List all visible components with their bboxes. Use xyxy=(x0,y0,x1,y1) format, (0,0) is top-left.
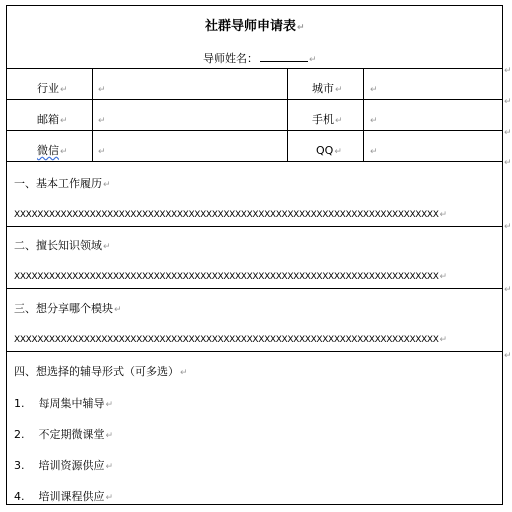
column-divider xyxy=(92,68,93,161)
tutor-name-blank[interactable] xyxy=(260,50,308,62)
industry-field[interactable]: ↵ xyxy=(98,85,106,95)
section-share-module-heading: 三、想分享哪个模块↵ xyxy=(14,302,122,315)
column-divider xyxy=(287,68,288,161)
row-end-mark: ↵ xyxy=(504,97,512,107)
row-end-mark: ↵ xyxy=(504,351,512,361)
row-divider xyxy=(7,99,502,100)
application-form xyxy=(6,5,503,505)
option-item[interactable]: 1. 每周集中辅导↵ xyxy=(14,397,114,410)
section-expertise-heading: 二、擅长知识领域↵ xyxy=(14,239,111,252)
email-field[interactable]: ↵ xyxy=(98,116,106,126)
label-city: 城市↵ xyxy=(312,82,343,95)
row-divider xyxy=(7,130,502,131)
tutor-name-line: 导师姓名： ↵ xyxy=(203,52,317,65)
label-phone: 手机↵ xyxy=(312,113,343,126)
row-divider xyxy=(7,288,502,289)
option-item[interactable]: 4. 培训课程供应↵ xyxy=(14,490,114,503)
row-end-mark: ↵ xyxy=(504,128,512,138)
section-tutoring-format-heading: 四、想选择的辅导形式（可多选）↵ xyxy=(14,365,188,378)
option-number: 2. xyxy=(14,428,25,441)
option-number: 4. xyxy=(14,490,25,503)
label-industry: 行业↵ xyxy=(37,82,68,95)
section-work-history-content[interactable]: XXXXXXXXXXXXXXXXXXXXXXXXXXXXXXXXXXXXXXXXXXXXXXXXXXXXXXXXXXXXXXXXXXXXXXXXX↵ xyxy=(14,210,447,220)
option-item[interactable]: 3. 培训资源供应↵ xyxy=(14,459,114,472)
row-divider xyxy=(7,161,502,162)
city-field[interactable]: ↵ xyxy=(370,85,378,95)
row-end-mark: ↵ xyxy=(504,66,512,76)
option-number: 1. xyxy=(14,397,25,410)
row-end-mark: ↵ xyxy=(504,158,512,168)
section-share-module-content[interactable]: XXXXXXXXXXXXXXXXXXXXXXXXXXXXXXXXXXXXXXXXXXXXXXXXXXXXXXXXXXXXXXXXXXXXXXXXX↵ xyxy=(14,335,447,345)
section-expertise-content[interactable]: XXXXXXXXXXXXXXXXXXXXXXXXXXXXXXXXXXXXXXXXXXXXXXXXXXXXXXXXXXXXXXXXXXXXXXXXX↵ xyxy=(14,272,447,282)
form-title: 社群导师申请表↵ xyxy=(205,19,305,34)
column-divider xyxy=(363,68,364,161)
phone-field[interactable]: ↵ xyxy=(370,116,378,126)
label-wechat: 微信↵ xyxy=(37,144,68,157)
qq-field[interactable]: ↵ xyxy=(370,147,378,157)
label-email: 邮箱↵ xyxy=(37,113,68,126)
row-end-mark: ↵ xyxy=(504,285,512,295)
row-divider xyxy=(7,351,502,352)
row-divider xyxy=(7,68,502,69)
row-divider xyxy=(7,226,502,227)
wechat-field[interactable]: ↵ xyxy=(98,147,106,157)
option-number: 3. xyxy=(14,459,25,472)
tutor-name-label: 导师姓名： xyxy=(203,52,258,65)
label-qq: QQ↵ xyxy=(316,144,342,157)
row-end-mark: ↵ xyxy=(504,222,512,232)
option-item[interactable]: 2. 不定期微课堂↵ xyxy=(14,428,114,441)
section-work-history-heading: 一、基本工作履历↵ xyxy=(14,177,111,190)
